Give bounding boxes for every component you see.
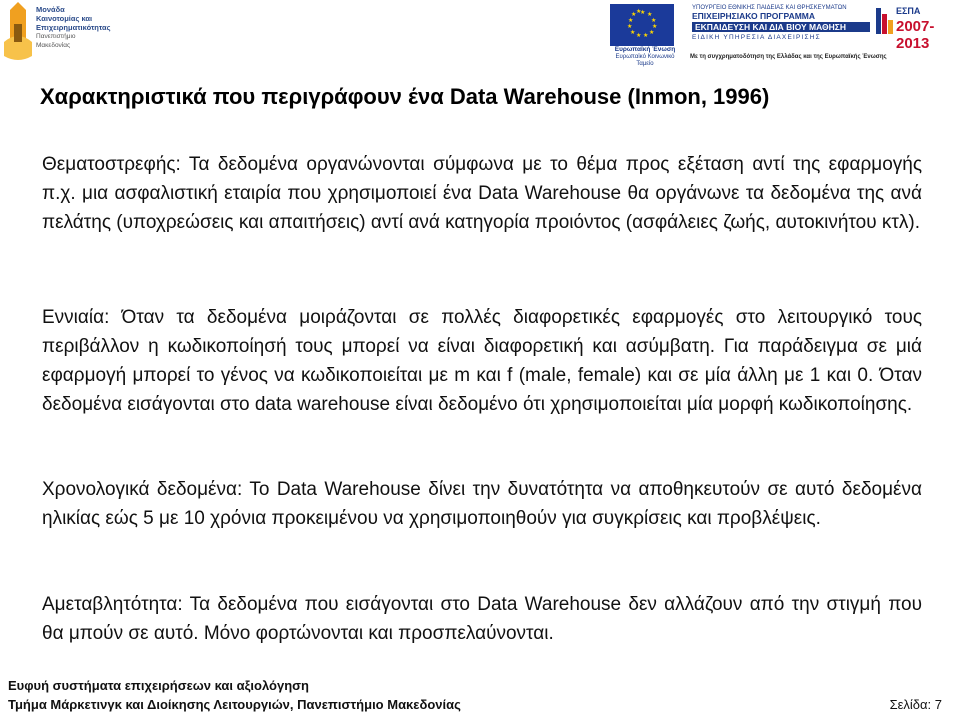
svg-text:★: ★ — [640, 9, 646, 16]
lightbulb-logo-icon — [0, 0, 36, 62]
logo-text-line-3: Επιχειρηματικότητας — [36, 23, 111, 32]
paragraph-time-variant: Χρονολογικά δεδομένα: Το Data Warehouse δίνει την δυνατότητα να αποθηκευτούν σε αυτό δεδομένα ηλικίας εώς 5 με 10 χρόνια προκειμένου να χρησιμοποιηθούν για συγκρίσεις και προβλέψεις. — [42, 479, 922, 529]
funding-logos — [598, 0, 960, 66]
espa-logo — [876, 4, 956, 52]
slide-title: Χαρακτηριστικά που περιγράφουν ένα Data Warehouse (Inmon, 1996) — [40, 84, 770, 109]
logo-subtitle: Πανεπιστήμιο Μακεδονίας — [36, 33, 76, 49]
logo-text-line-1: Μονάδα — [36, 5, 65, 14]
svg-text:★: ★ — [649, 29, 655, 36]
eu-caption-title: Ευρωπαϊκή Ένωση — [614, 46, 676, 53]
eu-flag-icon — [610, 4, 674, 46]
program-logo — [692, 5, 870, 41]
footer-department: Τμήμα Μάρκετινγκ και Διοίκησης Λειτουργιών, Πανεπιστήμιο Μακεδονίας — [8, 697, 461, 712]
svg-text:★: ★ — [647, 11, 653, 18]
espa-name: ΕΣΠΑ — [896, 6, 921, 16]
program-line-1: ΕΠΙΧΕΙΡΗΣΙΑΚΟ ΠΡΟΓΡΑΜΜΑ — [692, 11, 816, 21]
svg-text:★: ★ — [643, 32, 649, 39]
paragraph-subject-oriented: Θεματοστρεφής: Τα δεδομένα οργανώνονται σύμφωνα με το θέμα προς εξέταση αντί της εφαρμογής π.χ. μια ασφαλιστική εταιρία που χρησιμοποιεί ένα Data Warehouse θα οργάνωνε τα δεδομένα της ανά πελάτης (υποχρεώσεις και απαιτήσεις) αντί ανά κατηγορία προιόντος (ασφάλειες ζωής, αυτοκινήτου κτλ). — [42, 154, 922, 233]
paragraph-non-volatile: Αμεταβλητότητα: Τα δεδομένα που εισάγονται στο Data Warehouse δεν αλλάζουν από την στιγμή που θα μπούν σε αυτό. Μόνο φορτώνονται και προσπελαύνονται. — [42, 594, 922, 644]
svg-text:★: ★ — [627, 23, 633, 30]
logo-text-line-2: Καινοτομίας και — [36, 14, 93, 23]
svg-text:★: ★ — [630, 29, 636, 36]
svg-text:★: ★ — [652, 23, 658, 30]
paragraph-integrated: Εννιαία: Όταν τα δεδομένα μοιράζονται σε πολλές διαφορετικές εφαρμογές στο λειτουργικό τους περιβάλλον η κωδικοποίησή τους μπορεί να είναι διαφορετική και ασύμβατη. Για παράδειγμα σε μιά εφαρμογή μπορεί το γένος να κωδικοποιείται με m και f (male, female) και σε μία άλλη με 1 και 0. Όταν δεδομένα εισάγονται στο data warehouse είναι δεδομένο ότι χρησιμοποιείται μία μορφή κωδικοποίησης. — [42, 307, 922, 415]
cofund-text: Με τη συγχρηματοδότηση της Ελλάδας και της Ευρωπαϊκής Ένωσης — [690, 54, 887, 60]
eu-caption-fund: Ευρωπαϊκό Κοινωνικό Ταμείο — [615, 54, 675, 67]
svg-text:★: ★ — [636, 32, 642, 39]
page-number: Σελίδα: 7 — [889, 697, 942, 712]
svg-text:★: ★ — [631, 11, 637, 18]
svg-text:★: ★ — [651, 17, 657, 24]
ministry-name: ΥΠΟΥΡΓΕΙΟ ΕΘΝΙΚΗΣ ΠΑΙΔΕΙΑΣ ΚΑΙ ΘΡΗΣΚΕΥΜΑΤΩΝ — [692, 5, 847, 11]
svg-text:★: ★ — [628, 17, 634, 24]
university-logo — [0, 0, 111, 66]
espa-emblem-icon — [876, 8, 894, 34]
svg-text:★: ★ — [636, 8, 642, 15]
program-line-3: ΕΙΔΙΚΗ ΥΠΗΡΕΣΙΑ ΔΙΑΧΕΙΡΙΣΗΣ — [692, 34, 821, 41]
footer-course-title: Ευφυή συστήματα επιχειρήσεων και αξιολόγηση — [8, 678, 309, 693]
program-line-2: ΕΚΠΑΙΔΕΥΣΗ ΚΑΙ ΔΙΑ ΒΙΟΥ ΜΑΘΗΣΗ — [692, 22, 870, 32]
espa-years: 2007-2013 — [896, 18, 935, 52]
